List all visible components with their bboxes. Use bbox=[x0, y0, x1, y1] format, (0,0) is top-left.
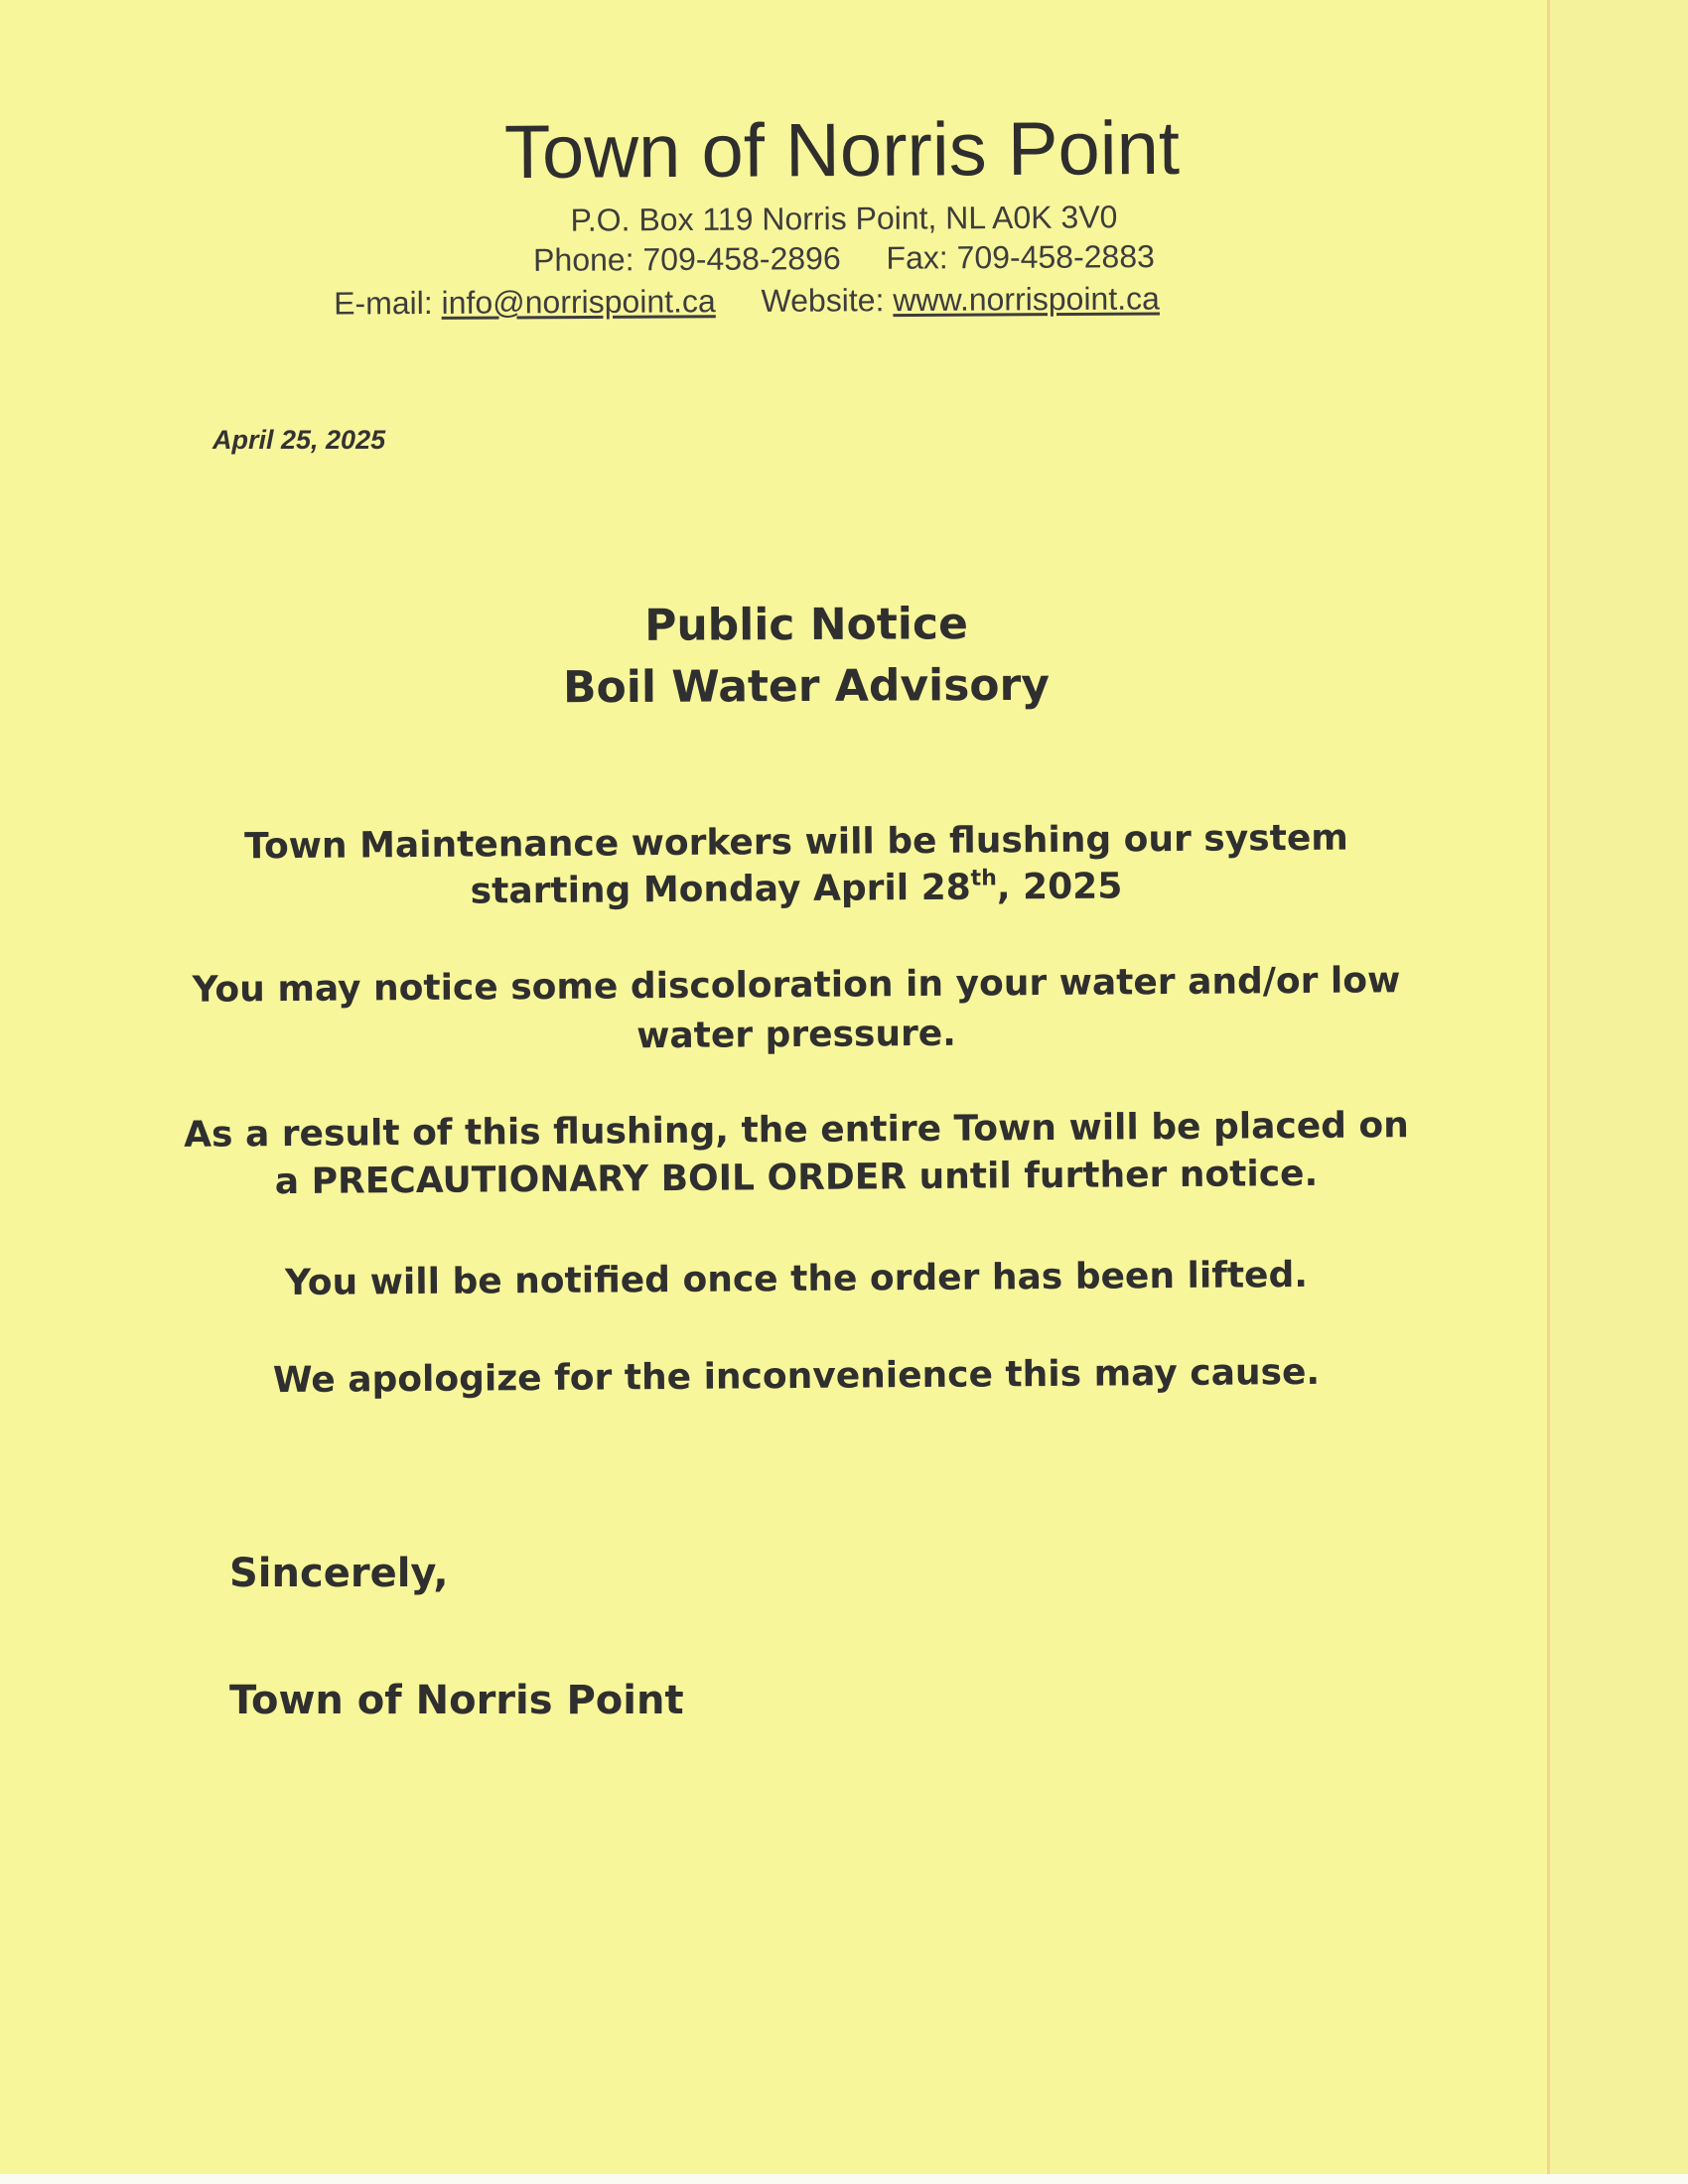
letterhead-contact-phone-fax bbox=[0, 235, 1688, 282]
notice-heading: Public Notice bbox=[643, 599, 968, 651]
body-paragraph-3-line-1: As a result of this flushing, the entire Town will be placed on bbox=[183, 1105, 1409, 1156]
website-label: Website: bbox=[761, 282, 885, 319]
body-paragraph-5: We apologize for the inconvenience this may cause. bbox=[272, 1351, 1321, 1402]
email-link[interactable]: info@norrispoint.ca bbox=[441, 283, 716, 321]
ordinal-superscript: th bbox=[970, 866, 997, 891]
letterhead-title: Town of Norris Point bbox=[503, 105, 1181, 196]
fax-label: Fax: bbox=[886, 239, 948, 276]
phone-label: Phone: bbox=[533, 241, 634, 278]
body-paragraph-4: You will be notified once the order has been lifted. bbox=[284, 1254, 1309, 1304]
letterhead-address: P.O. Box 119 Norris Point, NL A0K 3V0 bbox=[570, 199, 1118, 238]
start-year-text: , 2025 bbox=[996, 866, 1123, 908]
scan-bottom-edge bbox=[0, 2174, 1688, 2184]
page-margin-strip bbox=[1550, 0, 1688, 2174]
body-paragraph-1-line-1: Town Maintenance workers will be flushing our system bbox=[244, 817, 1348, 868]
letterhead-contact-web bbox=[0, 278, 1591, 325]
website-link[interactable]: www.norrispoint.ca bbox=[893, 280, 1160, 319]
body-paragraph-3-line-2: a PRECAUTIONARY BOIL ORDER until further notice. bbox=[274, 1153, 1319, 1203]
body-paragraph-1-line-2 bbox=[0, 861, 1640, 915]
closing-salutation: Sincerely, bbox=[229, 1551, 449, 1596]
body-paragraph-2-line-2: water pressure. bbox=[635, 1013, 957, 1057]
fax-number: 709-458-2883 bbox=[956, 238, 1155, 276]
notice-subheading: Boil Water Advisory bbox=[562, 659, 1051, 714]
notice-date: April 25, 2025 bbox=[212, 425, 386, 455]
body-paragraph-2-line-1: You may notice some discoloration in your water and/or low bbox=[192, 960, 1401, 1011]
closing-signature: Town of Norris Point bbox=[229, 1678, 684, 1723]
phone-number: 709-458-2896 bbox=[642, 240, 841, 278]
start-date-text: starting Monday April 28 bbox=[470, 867, 971, 912]
email-label: E-mail: bbox=[334, 284, 433, 322]
